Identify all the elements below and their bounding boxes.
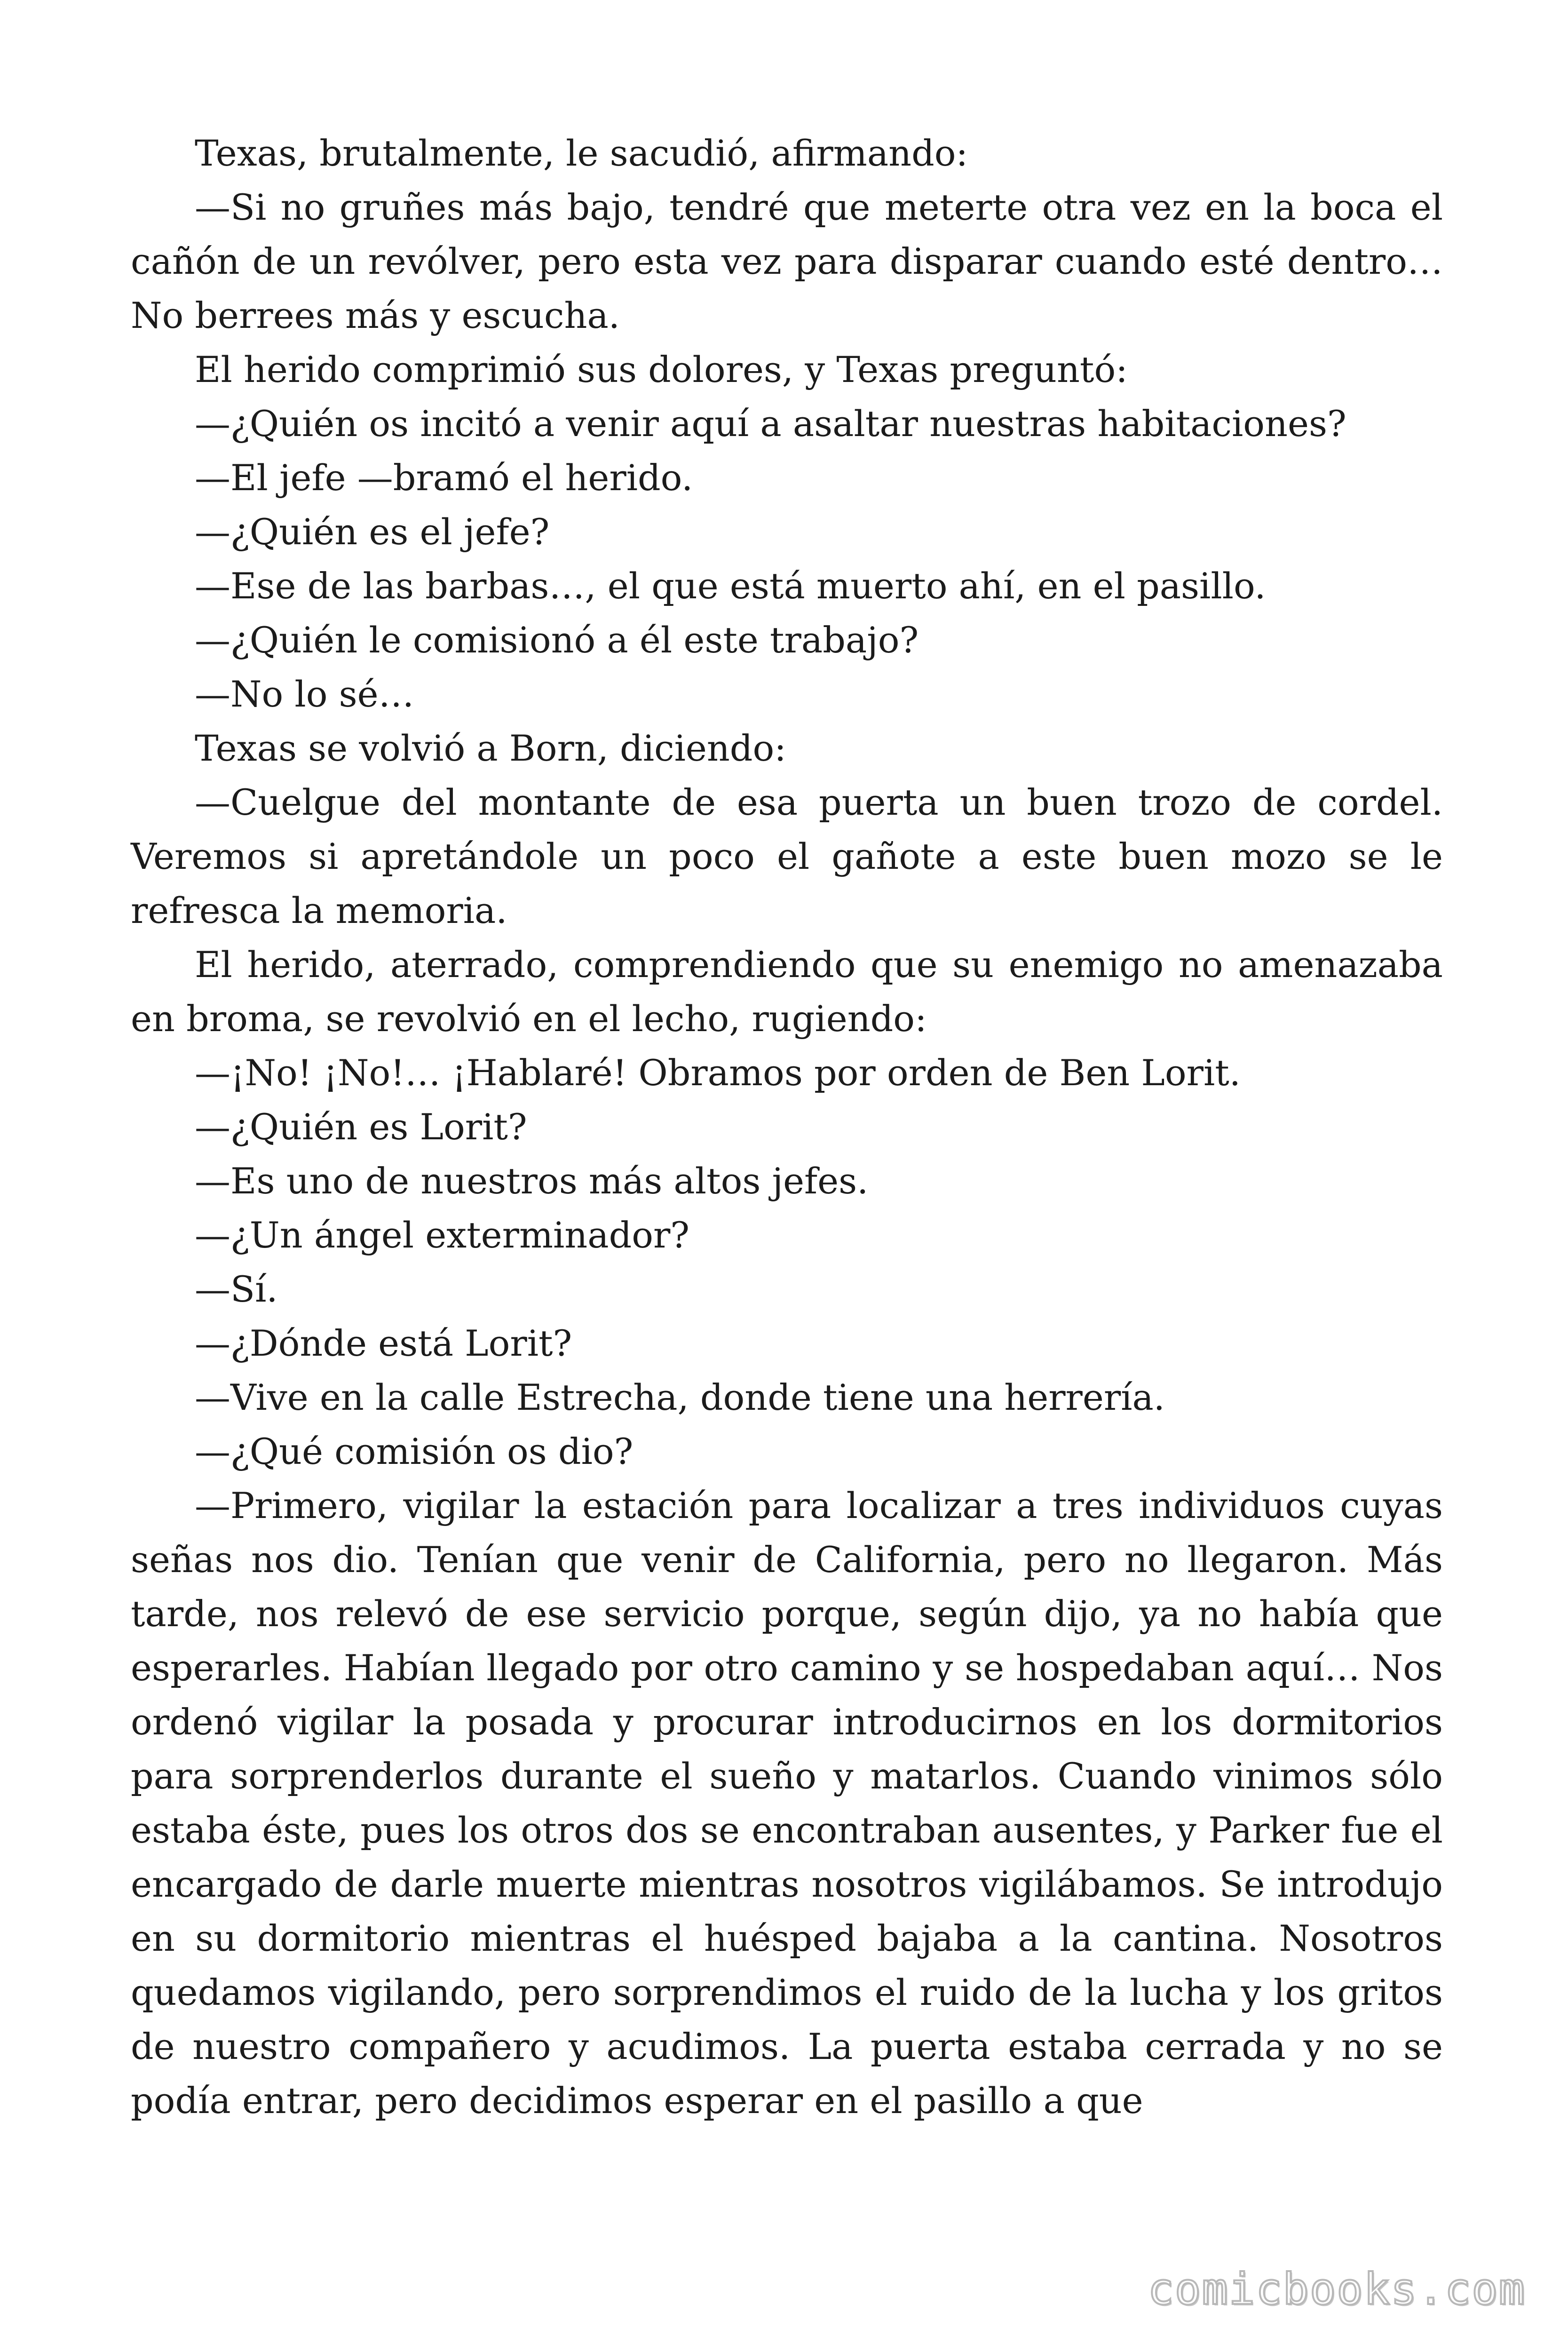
paragraph: —Si no gruñes más bajo, tendré que meterte otra vez en la boca el cañón de un revólver, pero esta vez para disparar cuando esté dentro… No berrees más y escucha. (131, 186, 1443, 336)
paragraph: —Ese de las barbas…, el que está muerto ahí, en el pasillo. (195, 565, 1266, 607)
paragraph: —¿Dónde está Lorit? (195, 1322, 572, 1364)
paragraph: —¿Quién os incitó a venir aquí a asaltar nuestras habitaciones? (195, 403, 1346, 445)
paragraph: Texas, brutalmente, le sacudió, afirmando: (195, 132, 968, 174)
paragraph: —Primero, vigilar la estación para localizar a tres individuos cuyas señas nos dio. Tenían que venir de California, pero no llegaron. Más tarde, nos relevó de ese servicio porque, según dijo, ya no había que esperarles. Habían llegado por otro camino y se hospedaban aquí… Nos ordenó vigilar la posada y procurar introducirnos en los dormitorios para sorprenderlos durante el sueño y matarlos. Cuando vinimos sólo estaba éste, pues los otros dos se encontraban ausentes, y Parker fue el encargado de darle muerte mientras nosotros vigilábamos. Se introdujo en su dormitorio mientras el huésped bajaba a la cantina. Nosotros quedamos vigilando, pero sorprendimos el ruido de la lucha y los gritos de nuestro compañero y acudimos. La puerta estaba cerrada y no se podía entrar, pero decidimos esperar en el pasillo a que (131, 1485, 1443, 2122)
paragraph: Texas se volvió a Born, diciendo: (195, 727, 786, 769)
paragraph: El herido, aterrado, comprendiendo que su enemigo no amenazaba en broma, se revolvió en el lecho, rugiendo: (131, 944, 1443, 1040)
watermark: comicbooks.com (1148, 2264, 1526, 2314)
book-page-text (131, 126, 1443, 2128)
paragraph: —El jefe —bramó el herido. (195, 457, 693, 499)
paragraph: —¿Quién le comisionó a él este trabajo? (195, 619, 919, 661)
paragraph: —¿Un ángel exterminador? (195, 1214, 690, 1256)
paragraph: —¿Qué comisión os dio? (195, 1430, 634, 1472)
paragraph: —Cuelgue del montante de esa puerta un buen trozo de cordel. Veremos si apretándole un poco el gañote a este buen mozo se le refresca la memoria. (131, 781, 1443, 931)
paragraph: —Sí. (195, 1268, 278, 1310)
paragraph: —Es uno de nuestros más altos jefes. (195, 1160, 869, 1202)
paragraph: —¿Quién es el jefe? (195, 511, 550, 553)
paragraph: —Vive en la calle Estrecha, donde tiene una herrería. (195, 1376, 1165, 1418)
paragraph: El herido comprimió sus dolores, y Texas preguntó: (195, 349, 1128, 390)
paragraph: —¿Quién es Lorit? (195, 1106, 527, 1148)
paragraph: —¡No! ¡No!… ¡Hablaré! Obramos por orden de Ben Lorit. (195, 1052, 1241, 1094)
paragraph: —No lo sé… (195, 673, 414, 715)
